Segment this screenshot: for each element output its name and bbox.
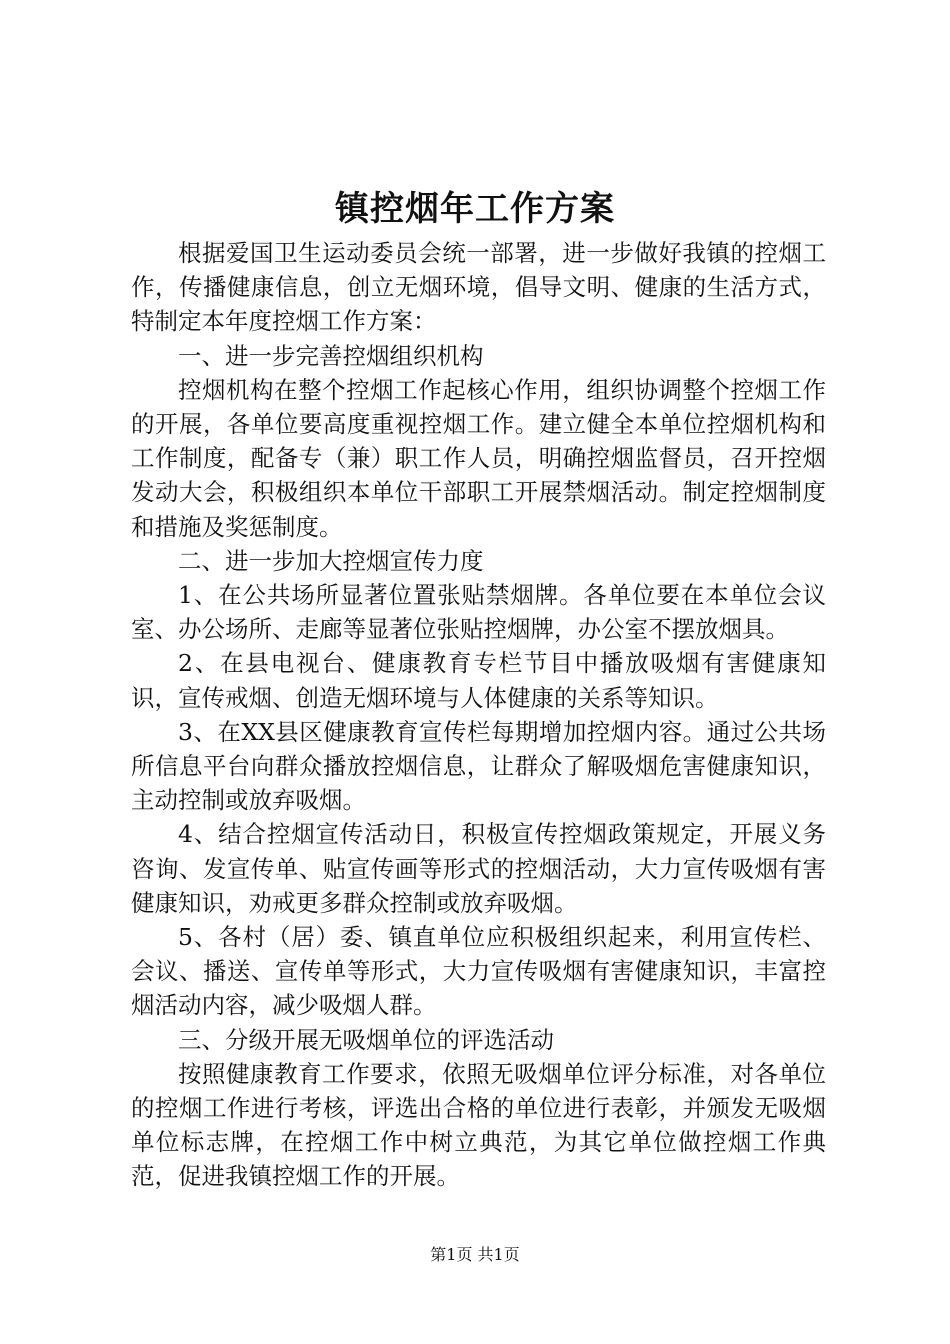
intro-paragraph: 根据爱国卫生运动委员会统一部署，进一步做好我镇的控烟工作，传播健康信息，创立无烟环境，倡导文明、健康的生活方式，特制定本年度控烟工作方案：: [131, 239, 826, 336]
section-2-item-1: 1、在公共场所显著位置张贴禁烟牌。各单位要在本单位会议室、办公场所、走廊等显著位张贴控烟牌，办公室不摆放烟具。: [131, 581, 826, 644]
section-2-item-4: 4、结合控烟宣传活动日，积极宣传控烟政策规定，开展义务咨询、发宣传单、贴宣传画等形式的控烟活动，大力宣传吸烟有害健康知识，劝戒更多群众控制或放弃吸烟。: [131, 820, 826, 917]
section-heading-1: 一、进一步完善控烟组织机构: [178, 341, 484, 370]
document-body: [131, 236, 826, 1194]
page-footer: 第1页 共1页: [430, 1245, 520, 1264]
section-1-paragraph: 控烟机构在整个控烟工作起核心作用，组织协调整个控烟工作的开展，各单位要高度重视控烟工作。建立健全本单位控烟机构和工作制度，配备专（兼）职工作人员，明确控烟监督员，召开控烟发动大会，积极组织本单位干部职工开展禁烟活动。制定控烟制度和措施及奖惩制度。: [131, 375, 826, 541]
section-heading-2: 二、进一步加大控烟宣传力度: [178, 546, 484, 575]
section-heading-3: 三、分级开展无吸烟单位的评选活动: [178, 1025, 554, 1054]
section-2-item-5: 5、各村（居）委、镇直单位应积极组织起来，利用宣传栏、会议、播送、宣传单等形式，大力宣传吸烟有害健康知识，丰富控烟活动内容，减少吸烟人群。: [131, 923, 826, 1020]
section-2-item-3: 3、在XX县区健康教育宣传栏每期增加控烟内容。通过公共场所信息平台向群众播放控烟信息，让群众了解吸烟危害健康知识，主动控制或放弃吸烟。: [131, 717, 826, 815]
section-3-paragraph: 按照健康教育工作要求，依照无吸烟单位评分标准，对各单位的控烟工作进行考核，评选出合格的单位进行表彰，并颁发无吸烟单位标志牌，在控烟工作中树立典范，为其它单位做控烟工作典范，促进我镇控烟工作的开展。: [131, 1059, 826, 1191]
document-title: 镇控烟年工作方案: [335, 189, 615, 229]
section-2-item-2: 2、在县电视台、健康教育专栏节目中播放吸烟有害健康知识，宣传戒烟、创造无烟环境与人体健康的关系等知识。: [131, 649, 826, 712]
